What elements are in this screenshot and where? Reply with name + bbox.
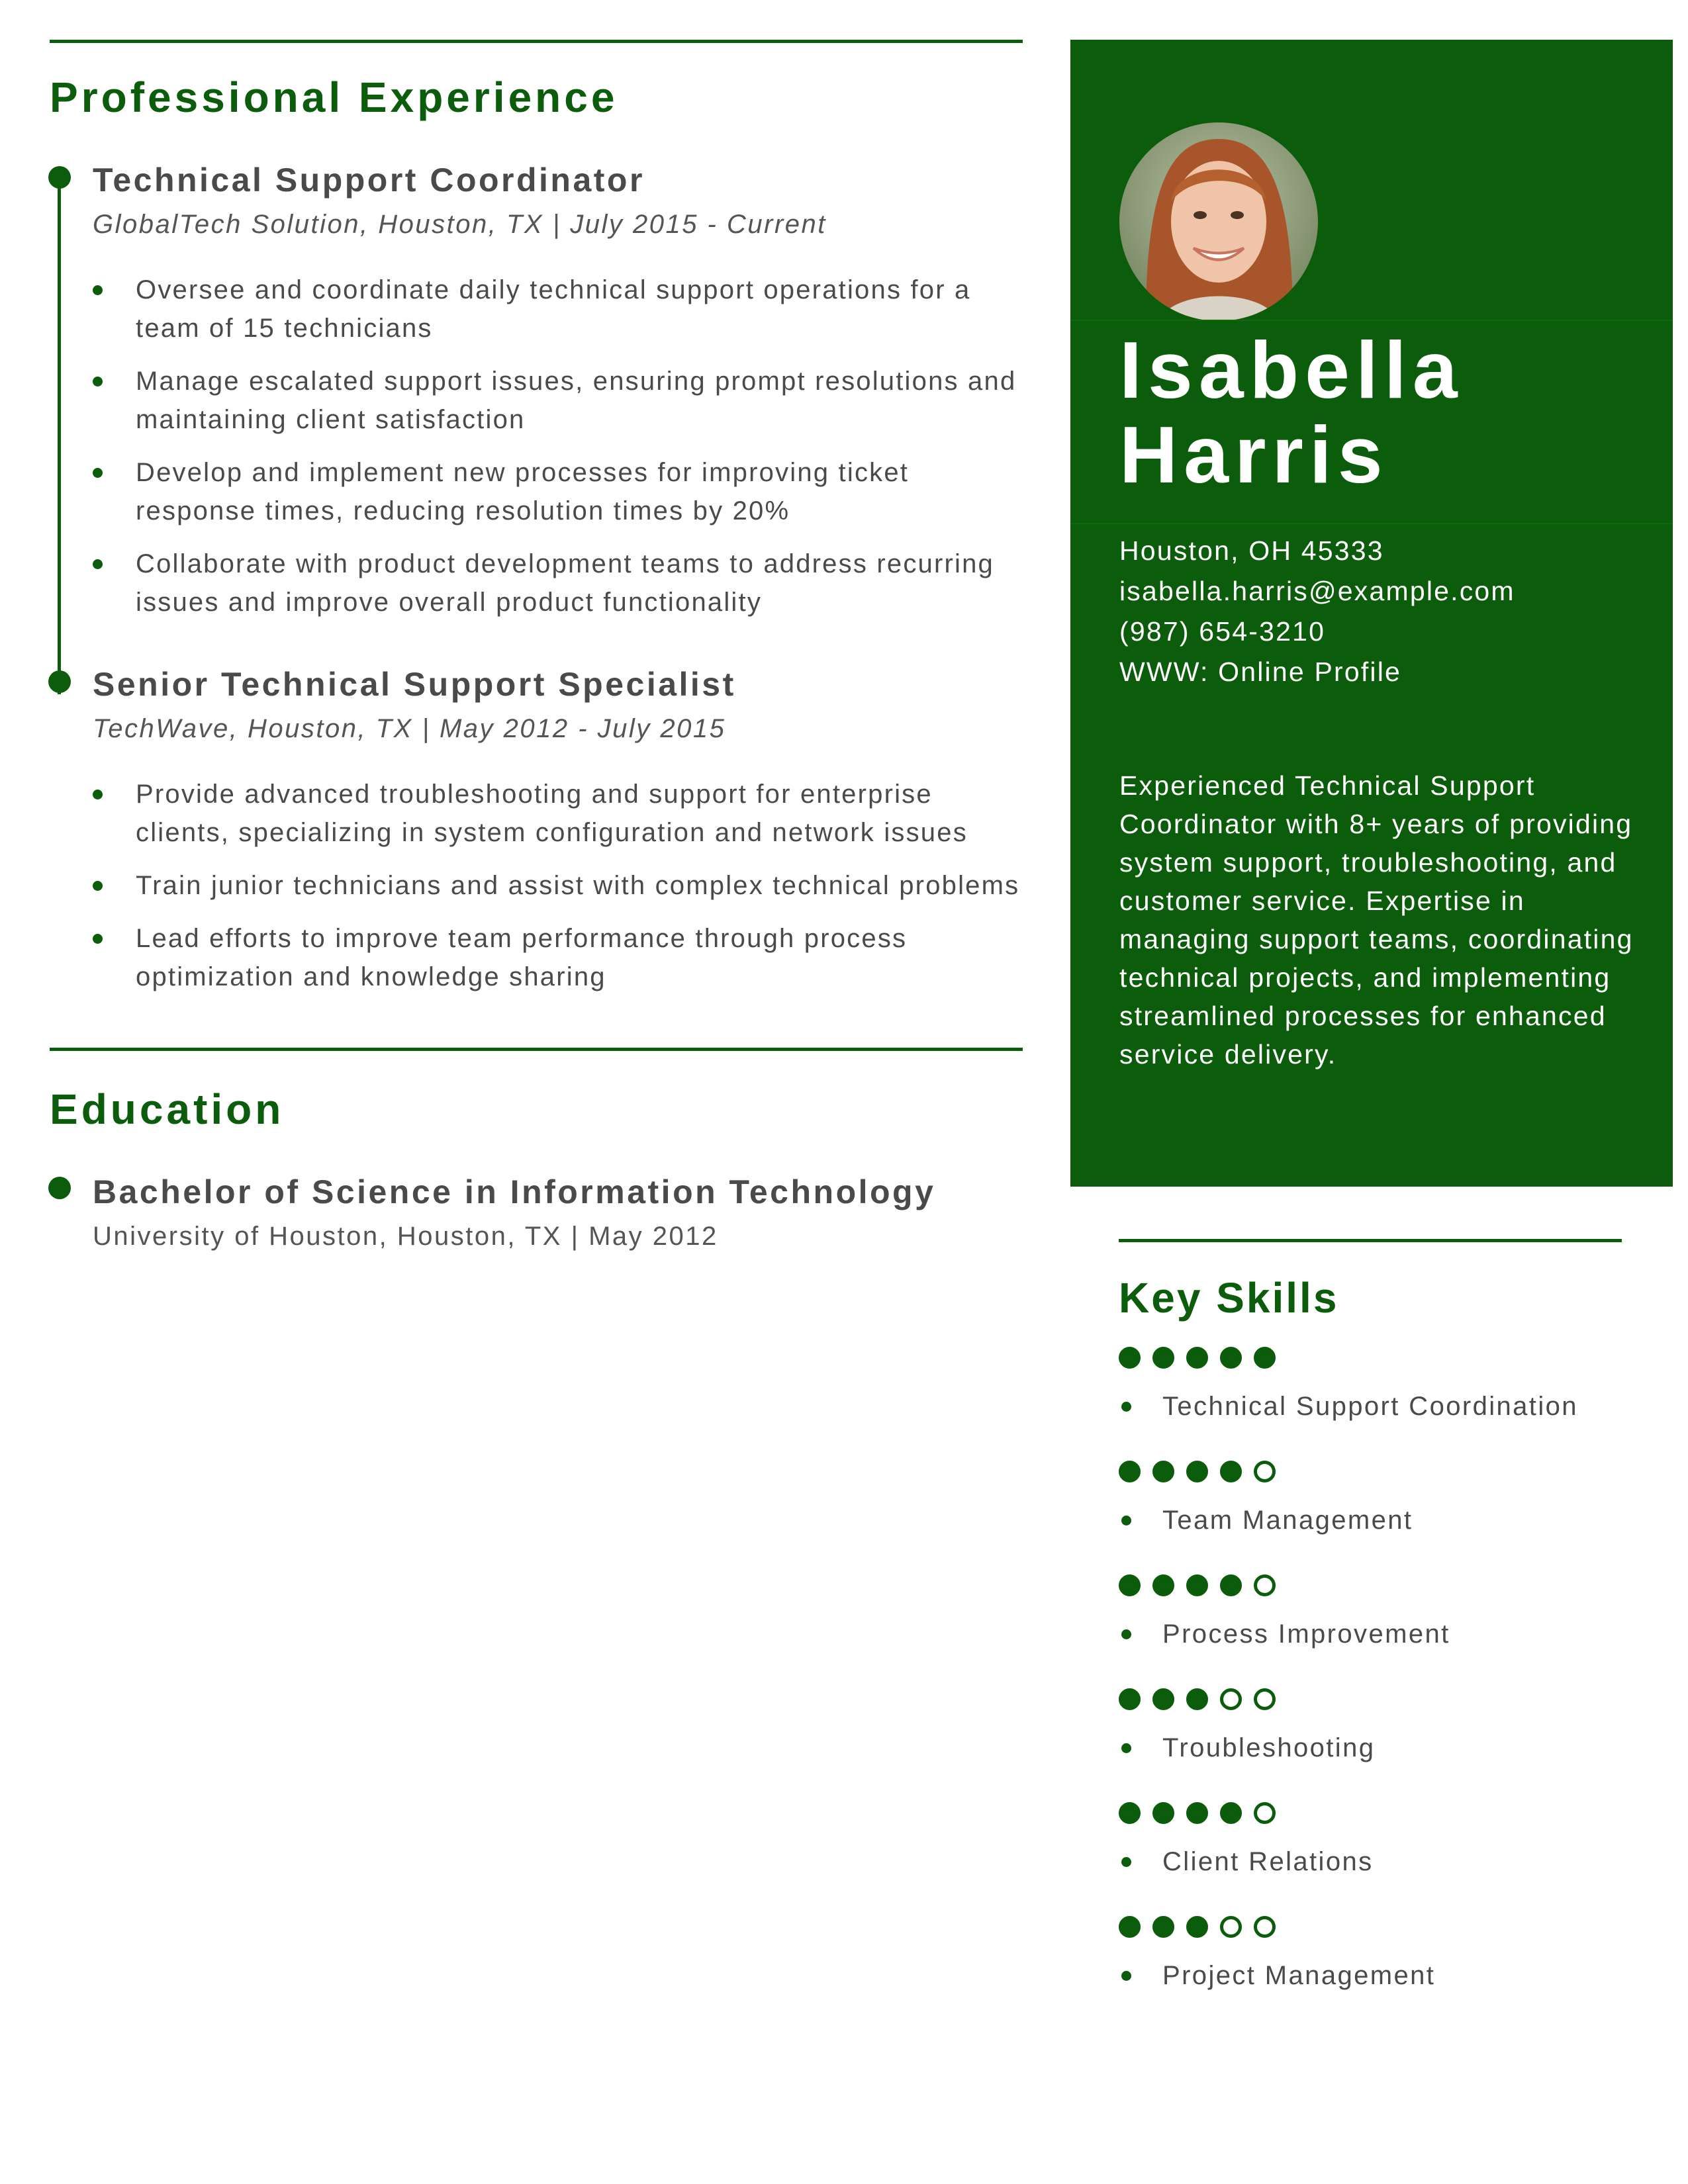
rating-empty-dot-icon <box>1254 1916 1276 1938</box>
full-name <box>1119 325 1464 500</box>
rating-filled-dot-icon <box>1119 1916 1141 1938</box>
rating-filled-dot-icon <box>1119 1574 1141 1596</box>
rating-filled-dot-icon <box>1186 1802 1208 1824</box>
list-item: Collaborate with product development teams to address recurring issues and improve overall product functionality <box>93 545 1023 621</box>
bullet-icon <box>1121 1743 1131 1753</box>
skills-section <box>1119 1239 1622 1989</box>
email-link[interactable]: isabella.harris@example.com <box>1119 576 1515 606</box>
panel-divider <box>1070 320 1673 321</box>
panel-divider <box>1070 523 1673 524</box>
contact-info <box>1119 531 1515 692</box>
rating-empty-dot-icon <box>1254 1461 1276 1482</box>
bullet-icon <box>1121 1857 1131 1867</box>
rating-filled-dot-icon <box>1186 1574 1208 1596</box>
list-item: Train junior technicians and assist with complex technical problems <box>93 866 1023 905</box>
rating-filled-dot-icon <box>1152 1461 1174 1482</box>
rating-filled-dot-icon <box>1186 1461 1208 1482</box>
bullet-icon <box>93 468 103 478</box>
rating-filled-dot-icon <box>1220 1574 1242 1596</box>
skill-item <box>1119 1459 1622 1533</box>
skill-name: Team Management <box>1119 1507 1622 1533</box>
skill-name: Troubleshooting <box>1119 1735 1622 1761</box>
timeline-line <box>58 171 61 694</box>
rating-filled-dot-icon <box>1152 1688 1174 1710</box>
section-divider <box>1119 1239 1622 1242</box>
rating-filled-dot-icon <box>1186 1916 1208 1938</box>
skill-item <box>1119 1345 1622 1420</box>
job-title: Senior Technical Support Specialist <box>93 666 736 703</box>
list-item: Manage escalated support issues, ensuring prompt resolutions and maintaining client satisfaction <box>93 362 1023 439</box>
bullet-icon <box>93 934 103 944</box>
education-heading: Education <box>50 1085 285 1133</box>
rating-filled-dot-icon <box>1119 1688 1141 1710</box>
rating-filled-dot-icon <box>1119 1347 1141 1369</box>
rating-filled-dot-icon <box>1152 1347 1174 1369</box>
timeline-dot <box>48 166 71 189</box>
bullet-icon <box>1121 1402 1131 1412</box>
rating-empty-dot-icon <box>1254 1802 1276 1824</box>
bullet-icon <box>93 377 103 387</box>
skill-rating <box>1119 1345 1622 1369</box>
bullet-icon <box>1121 1971 1131 1981</box>
skill-rating <box>1119 1459 1622 1483</box>
skill-name: Technical Support Coordination <box>1119 1393 1622 1420</box>
last-name: Harris <box>1119 410 1389 500</box>
job-title: Technical Support Coordinator <box>93 161 645 199</box>
rating-filled-dot-icon <box>1152 1802 1174 1824</box>
rating-filled-dot-icon <box>1186 1688 1208 1710</box>
experience-heading: Professional Experience <box>50 73 618 121</box>
rating-filled-dot-icon <box>1119 1802 1141 1824</box>
rating-filled-dot-icon <box>1220 1347 1242 1369</box>
rating-empty-dot-icon <box>1254 1688 1276 1710</box>
bullet-icon <box>93 790 103 799</box>
rating-filled-dot-icon <box>1220 1461 1242 1482</box>
job-entry <box>50 668 1023 996</box>
education-entry <box>50 1175 1023 1250</box>
rating-empty-dot-icon <box>1220 1688 1242 1710</box>
section-divider <box>50 40 1023 43</box>
skill-item <box>1119 1915 1622 1989</box>
bullet-icon <box>1121 1629 1131 1639</box>
timeline-dot <box>48 670 71 693</box>
avatar-photo <box>1119 122 1318 321</box>
skills-list <box>1119 1345 1622 1989</box>
list-item: Oversee and coordinate daily technical support operations for a team of 15 technicians <box>93 271 1023 347</box>
skills-heading: Key Skills <box>1119 1274 1339 1322</box>
rating-filled-dot-icon <box>1152 1916 1174 1938</box>
rating-filled-dot-icon <box>1220 1802 1242 1824</box>
skill-rating <box>1119 1573 1622 1597</box>
degree-title: Bachelor of Science in Information Technology <box>93 1173 936 1210</box>
location-text: Houston, OH 45333 <box>1119 535 1384 566</box>
job-bullets <box>93 775 1023 996</box>
job-meta: TechWave, Houston, TX | May 2012 - July 2015 <box>93 714 726 743</box>
summary-text: Experienced Technical Support Coordinator with 8+ years of providing system support, troubleshooting, and customer service. Expertise in managing support teams, coordinating technical projects, and implementing streamlined processes for enhanced service delivery. <box>1119 770 1634 1069</box>
list-item: Provide advanced troubleshooting and support for enterprise clients, specializing in system configuration and network issues <box>93 775 1023 852</box>
skill-rating <box>1119 1915 1622 1938</box>
skill-name: Client Relations <box>1119 1848 1622 1875</box>
skill-item <box>1119 1573 1622 1647</box>
rating-filled-dot-icon <box>1152 1574 1174 1596</box>
skill-name: Process Improvement <box>1119 1621 1622 1647</box>
skill-rating <box>1119 1801 1622 1825</box>
first-name: Isabella <box>1119 325 1464 415</box>
left-column <box>50 40 1023 1250</box>
list-item: Lead efforts to improve team performance through process optimization and knowledge sharing <box>93 919 1023 996</box>
rating-filled-dot-icon <box>1119 1461 1141 1482</box>
phone-text: (987) 654-3210 <box>1119 616 1326 647</box>
bullet-icon <box>1121 1516 1131 1525</box>
skill-item <box>1119 1687 1622 1761</box>
rating-empty-dot-icon <box>1220 1916 1242 1938</box>
job-bullets <box>93 271 1023 621</box>
bullet-icon <box>93 285 103 295</box>
rating-filled-dot-icon <box>1254 1347 1276 1369</box>
bullet-icon <box>93 559 103 569</box>
website-link[interactable]: WWW: Online Profile <box>1119 657 1402 687</box>
timeline-dot <box>48 1177 71 1199</box>
rating-empty-dot-icon <box>1254 1574 1276 1596</box>
job-entry <box>50 163 1023 621</box>
skill-rating <box>1119 1687 1622 1711</box>
education-meta: University of Houston, Houston, TX | May 2012 <box>93 1222 718 1251</box>
bullet-icon <box>93 881 103 891</box>
list-item: Develop and implement new processes for improving ticket response times, reducing resolution times by 20% <box>93 453 1023 530</box>
skill-name: Project Management <box>1119 1962 1622 1989</box>
avatar <box>1119 122 1318 321</box>
skill-item <box>1119 1801 1622 1875</box>
profile-panel <box>1070 40 1673 1187</box>
section-divider <box>50 1048 1023 1051</box>
rating-filled-dot-icon <box>1186 1347 1208 1369</box>
job-meta: GlobalTech Solution, Houston, TX | July 2015 - Current <box>93 210 827 239</box>
